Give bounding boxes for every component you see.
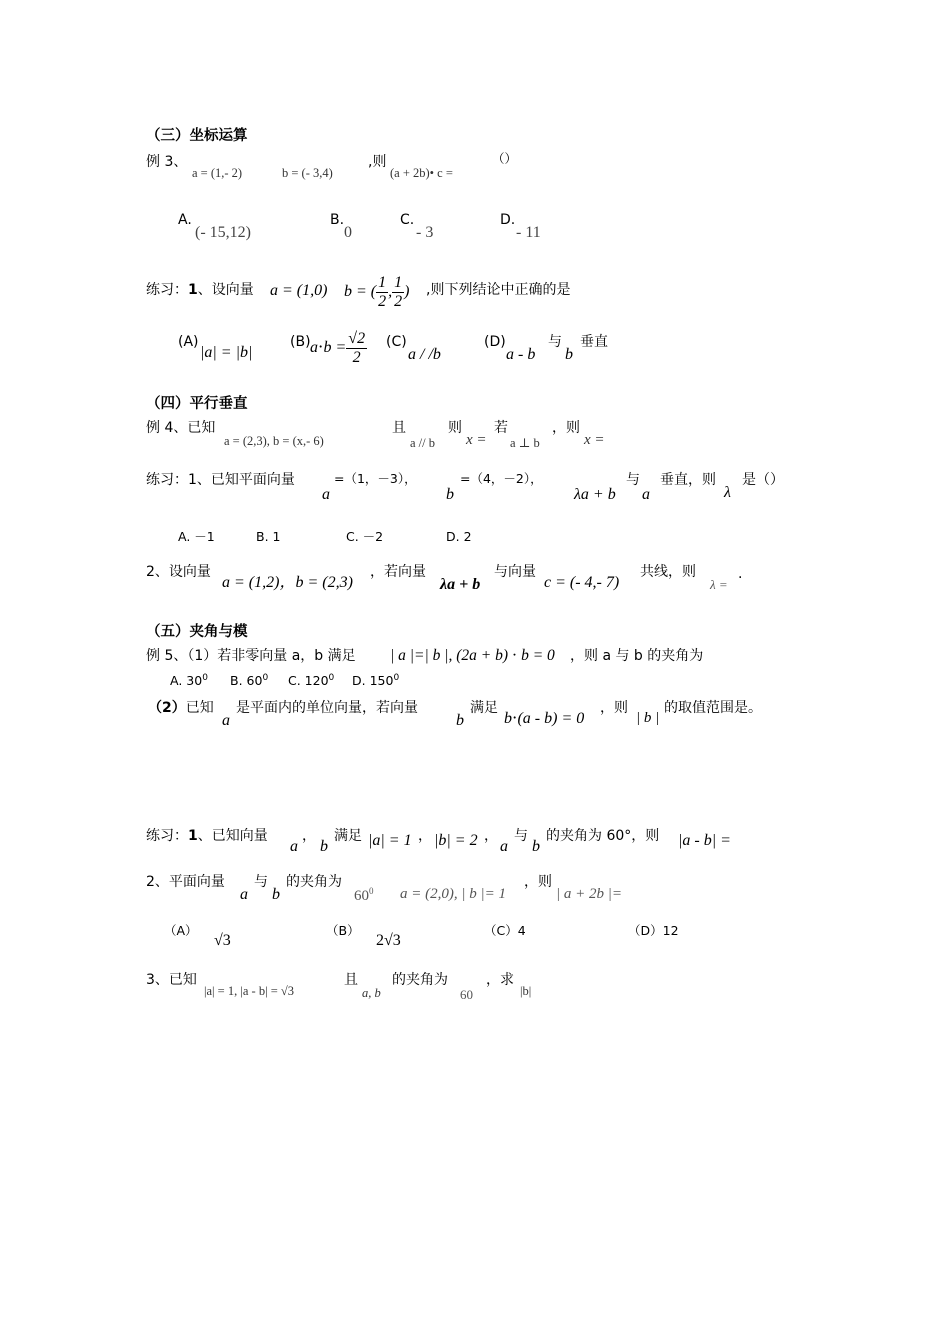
practice-4-1-with: 与 [626, 472, 640, 488]
practice-4-1-b-value: =（4，－2）， [460, 471, 543, 486]
fraction-numerator: 1 [394, 274, 403, 291]
practice-4-2-with: 与向量 [494, 564, 536, 580]
practice-5-3-degree: 60 [460, 987, 473, 1002]
practice-4-1-option-b: B. 1 [256, 529, 281, 544]
example-5-option-d [352, 673, 399, 689]
fraction-numerator: √2 [348, 330, 366, 347]
practice-4-1-a2: a [642, 486, 650, 503]
practice-number: 1 [188, 282, 198, 298]
practice-1-option-b [310, 330, 367, 366]
practice-1-option-b-label: (B) [290, 334, 311, 350]
fraction-half-2 [392, 274, 404, 310]
example-4-x1: x = [466, 432, 487, 448]
option-d-with: 与 [548, 334, 562, 350]
practice-5-1-satisfy: 满足 [334, 828, 362, 844]
practice-5-1-intro [146, 828, 268, 844]
practice-4-2-c: c = (- 4,- 7) [544, 574, 620, 591]
practice-1-option-d: a - b [506, 346, 536, 363]
example-5-part2-abs: | b | [636, 710, 660, 726]
option-d-label: D. [500, 212, 516, 228]
option-label: D. 150 [352, 673, 394, 689]
option-label: C. 120 [288, 673, 329, 689]
practice-4-2-collinear: 共线，则 [640, 564, 696, 580]
example-3-then: ,则 [368, 154, 387, 170]
practice-4-2-text: 2、设向量 [146, 564, 211, 580]
degree-mark: 0 [202, 673, 208, 683]
practice-5-3-angle: 的夹角为 [392, 972, 448, 988]
sqrt2-over-2 [346, 330, 367, 366]
example-5-text: 例 5、（1）若非零向量 a，b 满足 [146, 648, 356, 664]
practice-5-3-question: |b| [520, 984, 532, 998]
practice-5-2-option-c: （C）4 [484, 923, 526, 938]
example-5-part2-expr: b⋅(a - b) = 0 [504, 710, 585, 727]
practice-prefix: 练习： [146, 828, 188, 844]
fraction-denominator: 2 [394, 292, 403, 310]
practice-5-1-with: 与 [514, 828, 528, 844]
practice-4-1-option-a: A. －1 [178, 529, 215, 544]
fraction-numerator: 1 [378, 274, 387, 291]
example-5-option-a [170, 673, 208, 689]
practice-1-option-d-label: (D) [484, 334, 506, 350]
practice-5-1-abs-b: |b| = 2 [434, 832, 478, 849]
practice-5-1-a: a [290, 838, 298, 855]
practice-4-1-option-c: C. －2 [346, 529, 384, 544]
vector-b-close: ) [404, 282, 410, 300]
practice-4-1-b: b [446, 486, 454, 503]
fraction-half-1 [376, 274, 388, 310]
practice-5-2-given: a = (2,0), | b |= 1 [400, 886, 506, 902]
practice-5-1-comma3: ， [484, 828, 498, 844]
practice-1-vector-a: a = (1,0) [270, 282, 328, 299]
example-5-option-c [288, 673, 334, 689]
practice-4-2-vectors: a = (1,2)，b = (2,3) [222, 574, 353, 591]
practice-5-2-degree [354, 886, 374, 905]
option-a-label: A. [178, 212, 192, 228]
practice-5-2-text: 2、平面向量 [146, 874, 225, 890]
option-b-value: 0 [344, 224, 352, 241]
practice-1-option-a-label: (A) [178, 334, 199, 350]
practice-1-intro [146, 282, 254, 298]
example-5-part2-b: b [456, 712, 464, 729]
practice-5-2-a: a [240, 886, 248, 903]
practice-1-option-c: a / /b [408, 346, 441, 363]
example-5-part2-satisfy: 满足 [470, 700, 498, 716]
practice-4-1-is: 是（） [742, 472, 784, 488]
example-4-label: 例 4、已知 [146, 420, 216, 436]
example-5-part2-intro [148, 700, 214, 716]
practice-5-2-option-a-label: （A） [164, 923, 198, 938]
practice-5-3-text: 3、已知 [146, 972, 197, 988]
practice-5-1-abs-a: |a| = 1 [368, 832, 412, 849]
option-b-label: B. [330, 212, 345, 228]
practice-5-3-condition: |a| = 1, |a - b| = √3 [204, 984, 294, 998]
practice-4-1-lambda: λ [724, 484, 731, 501]
practice-5-2-with: 与 [254, 874, 268, 890]
practice-5-2-angle: 的夹角为 [286, 874, 342, 890]
degree-mark: 0 [369, 886, 374, 896]
practice-1-option-a: |a| = |b| [200, 344, 253, 361]
practice-5-2-option-b: 2√3 [376, 932, 401, 949]
option-b-expr: a⋅b = [310, 338, 347, 356]
example-5-option-b [230, 673, 268, 689]
practice-4-2-if: ，若向量 [370, 564, 426, 580]
example-4-then: 则 [448, 420, 462, 436]
option-label: B. 60 [230, 673, 263, 689]
option-d-tail: 垂直 [580, 334, 608, 350]
practice-4-1-expr: λa + b [574, 486, 616, 503]
practice-text: 、已知向量 [197, 828, 268, 844]
example-4-if: 若 [494, 420, 508, 436]
degree-mark: 0 [262, 673, 269, 683]
practice-5-2-question: | a + 2b |= [556, 886, 622, 902]
example-3-vector-a: a = (1,- 2) [192, 166, 243, 180]
option-d-b: b [565, 346, 573, 363]
practice-4-1-option-d: D. 2 [446, 529, 472, 544]
practice-4-1-perp: 垂直，则 [660, 472, 716, 488]
part-text: 已知 [185, 700, 214, 716]
heading-coordinate-operations: （三）坐标运算 [146, 128, 248, 144]
practice-4-1-a-value: =（1，－3）， [334, 471, 417, 486]
practice-5-2-option-b-label: （B） [326, 923, 360, 938]
practice-5-3-vectors: a, b [362, 986, 381, 1000]
practice-5-1-b: b [320, 838, 328, 855]
practice-5-1-angle: 的夹角为 60°，则 [546, 828, 660, 844]
example-3-vector-b: b = (- 3,4) [282, 166, 333, 180]
example-4-and: 且 [392, 420, 406, 436]
heading-angle-magnitude: （五）夹角与模 [146, 624, 248, 640]
example-3-label: 例 3、 [146, 154, 188, 170]
practice-prefix: 练习： [146, 282, 188, 298]
practice-5-2-then: ，则 [524, 874, 552, 890]
practice-4-1-a: a [322, 486, 330, 503]
example-5-part2-mid: 是平面内的单位向量，若向量 [236, 700, 418, 716]
heading-parallel-perpendicular: （四）平行垂直 [146, 396, 248, 412]
practice-5-3-and: 且 [344, 972, 358, 988]
practice-number: 1 [188, 828, 198, 844]
practice-4-2-lambda: λ = [710, 577, 728, 592]
practice-5-2-option-a: √3 [214, 932, 231, 949]
degree-value: 60 [354, 888, 369, 904]
vector-b-open: b = ( [344, 282, 377, 300]
degree-mark: 0 [393, 673, 400, 683]
practice-text: 、设向量 [197, 282, 254, 298]
practice-5-3-ask: ，求 [486, 972, 514, 988]
example-5-part2-tail: 的取值范围是。 [664, 700, 762, 716]
practice-5-1-b2: b [532, 838, 540, 855]
option-d-value: - 11 [516, 224, 541, 241]
example-5-condition: | a |=| b |, (2a + b) ⋅ b = 0 [390, 647, 555, 664]
example-3-blank: （） [492, 151, 518, 166]
fraction-denominator: 2 [378, 292, 387, 310]
practice-4-2-expr: λa + b [440, 576, 481, 593]
option-c-label: C. [400, 212, 415, 228]
practice-4-2-dot: . [738, 566, 743, 582]
degree-mark: 0 [328, 673, 335, 683]
part-label: （2） [148, 700, 186, 716]
practice-1-vector-b: b = ( $\frac{1}{2}$ , $\frac{1}{2}$ ) [344, 274, 410, 310]
option-label: A. 30 [170, 673, 203, 689]
example-4-perpendicular: a ⊥ b [510, 436, 540, 450]
practice-5-1-comma: ， [302, 828, 316, 844]
option-a-value: (- 15,12) [195, 224, 251, 241]
practice-5-2-option-d: （D）12 [628, 923, 679, 938]
practice-5-1-question: |a - b| = [678, 832, 731, 849]
practice-5-1-comma2: ， [418, 828, 432, 844]
example-4-then2: ，则 [552, 420, 580, 436]
example-5-tail: ，则 a 与 b 的夹角为 [570, 648, 704, 664]
example-4-parallel: a // b [410, 436, 435, 450]
example-5-part2-a: a [222, 712, 230, 729]
example-3-expression: (a + 2b)• c = [390, 166, 453, 180]
practice-1-option-c-label: (C) [386, 334, 407, 350]
practice-1-question: ,则下列结论中正确的是 [426, 282, 571, 298]
example-4-vectors: a = (2,3), b = (x,- 6) [224, 434, 324, 448]
option-c-value: - 3 [416, 224, 434, 241]
fraction-denominator: 2 [352, 348, 361, 366]
practice-4-1-text: 练习：1、已知平面向量 [146, 472, 295, 488]
example-5-part2-then: ，则 [600, 700, 628, 716]
example-4-x2: x = [584, 432, 605, 448]
practice-5-2-b: b [272, 886, 280, 903]
practice-5-1-a2: a [500, 838, 508, 855]
